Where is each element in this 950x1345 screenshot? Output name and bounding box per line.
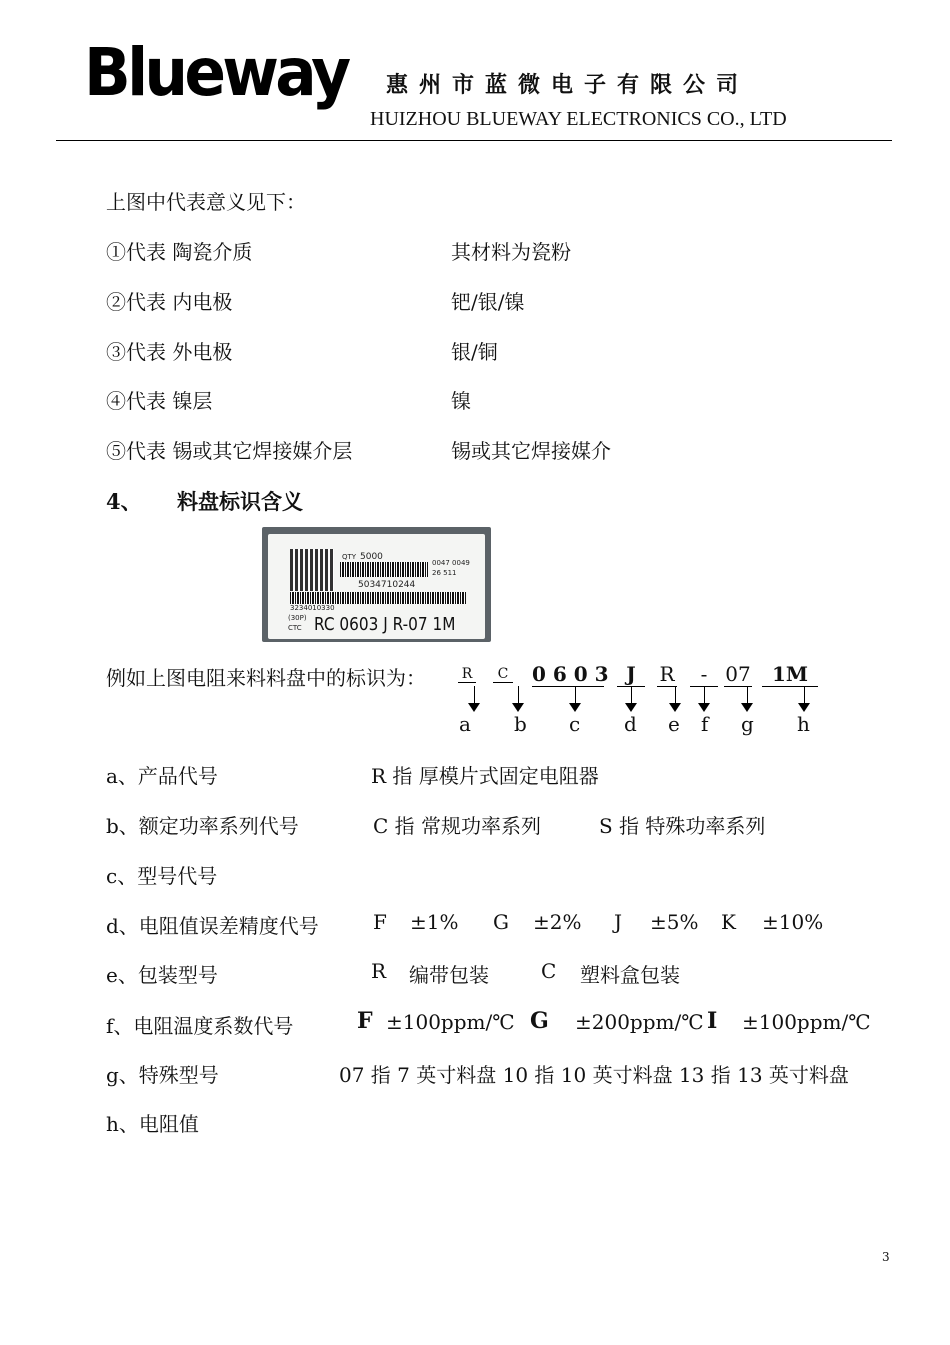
def-e-val-c: 塑料盒包装 [580,963,680,987]
pn-value: 5034710244 [358,580,416,590]
code-letter-a: a [459,712,471,736]
code-part-g: 07 [725,662,751,686]
code-part-b: C [493,666,513,683]
prefix-30p: (30P) [288,614,307,622]
code-part-a: R [458,666,476,683]
reel-label-sticker [268,534,485,639]
qr-code [290,549,334,591]
arrow-f [704,686,705,704]
legend-row-4-right: 镍 [451,389,471,413]
small-code-2: 26 511 [432,569,457,577]
barcode-lot [290,592,466,604]
header-divider [56,140,892,141]
arrow-a [474,686,475,704]
section-number: 4、 [106,489,142,514]
def-e-label: e、包装型号 [106,963,218,987]
legend-row-2-left: ②代表 内电极 [106,290,233,314]
def-b-value-1: C 指 常规功率系列 [373,814,542,838]
code-part-f: - [690,662,718,687]
prefix-ctc: CTC [288,624,302,632]
legend-row-1-left: ①代表 陶瓷介质 [106,240,253,264]
def-e-val-r: 编带包装 [409,963,489,987]
legend-row-1-right: 其材料为瓷粉 [451,240,571,264]
def-f-code-g: G [530,1008,549,1034]
def-d-val-g: ±2% [533,910,582,934]
def-d-val-f: ±1% [410,910,459,934]
legend-row-3-right: 银/铜 [451,340,498,364]
code-letter-h: h [797,712,810,736]
code-part-c: 0 6 0 3 [532,662,609,686]
def-f-val-g: ±200ppm/℃ [575,1010,704,1034]
code-part-h: 1M [762,662,818,687]
code-letter-e: e [668,712,680,736]
code-letter-g: g [741,712,754,736]
company-logo: Blueway [84,34,348,111]
arrow-e [675,686,676,704]
def-d-label: d、电阻值误差精度代号 [106,914,319,938]
def-d-code-j: J [614,910,623,934]
barcode-qty [340,562,428,577]
reel-label-photo [262,527,491,642]
legend-row-5-right: 锡或其它焊接媒介 [451,439,611,463]
intro-text: 上图中代表意义见下： [106,190,306,214]
def-f-code-i: I [707,1008,718,1034]
section-title: 料盘标识含义 [177,489,303,514]
arrow-g [747,686,748,704]
def-e-code-r: R [371,959,387,983]
def-b-label: b、额定功率系列代号 [106,814,299,838]
def-h-label: h、电阻值 [106,1112,199,1136]
def-f-val-f: ±100ppm/℃ [386,1010,515,1034]
def-g-label: g、特殊型号 [106,1063,219,1087]
arrow-b [518,686,519,704]
code-letter-d: d [624,712,637,736]
def-f-label: f、电阻温度系数代号 [106,1014,294,1038]
legend-row-2-right: 钯/银/镍 [451,290,525,314]
def-f-code-f: F [357,1008,373,1034]
code-letter-f: f [701,712,709,736]
def-a-label: a、产品代号 [106,764,218,788]
code-letter-b: b [514,712,527,736]
example-prefix: 例如上图电阻来料料盘中的标识为： [106,666,426,690]
def-f-val-i: ±100ppm/℃ [742,1010,871,1034]
def-b-value-2: S 指 特殊功率系列 [599,814,766,838]
def-g-value: 07 指 7 英寸料盘 10 指 10 英寸料盘 13 指 13 英寸料盘 [339,1063,849,1087]
def-d-code-k: K [721,910,736,934]
arrow-d [631,686,632,704]
lot-number: 3234010330 [290,604,335,612]
def-d-code-f: F [373,910,387,934]
def-d-val-j: ±5% [650,910,699,934]
reel-part-number: RC 0603 J R-07 1M [314,614,456,635]
company-name-en: HUIZHOU BLUEWAY ELECTRONICS CO., LTD [370,108,787,130]
def-e-code-c: C [541,959,557,983]
code-part-d: J [617,662,645,687]
def-c-label: c、型号代号 [106,864,218,888]
company-name-cn: 惠州市蓝微电子有限公司 [386,72,750,98]
legend-row-3-left: ③代表 外电极 [106,340,233,364]
small-code-1: 0047 0049 [432,559,470,567]
page-number: 3 [882,1250,890,1264]
code-letter-c: c [569,712,581,736]
qty-value: 5000 [360,552,383,562]
def-a-value: R 指 厚模片式固定电阻器 [371,764,599,788]
arrow-h [804,686,805,704]
def-d-code-g: G [493,910,509,934]
legend-row-4-left: ④代表 镍层 [106,389,213,413]
code-part-e: R [657,662,677,687]
qty-label: QTY [342,553,357,561]
def-d-val-k: ±10% [762,910,824,934]
arrow-c [575,686,576,704]
legend-row-5-left: ⑤代表 锡或其它焊接媒介层 [106,439,353,463]
